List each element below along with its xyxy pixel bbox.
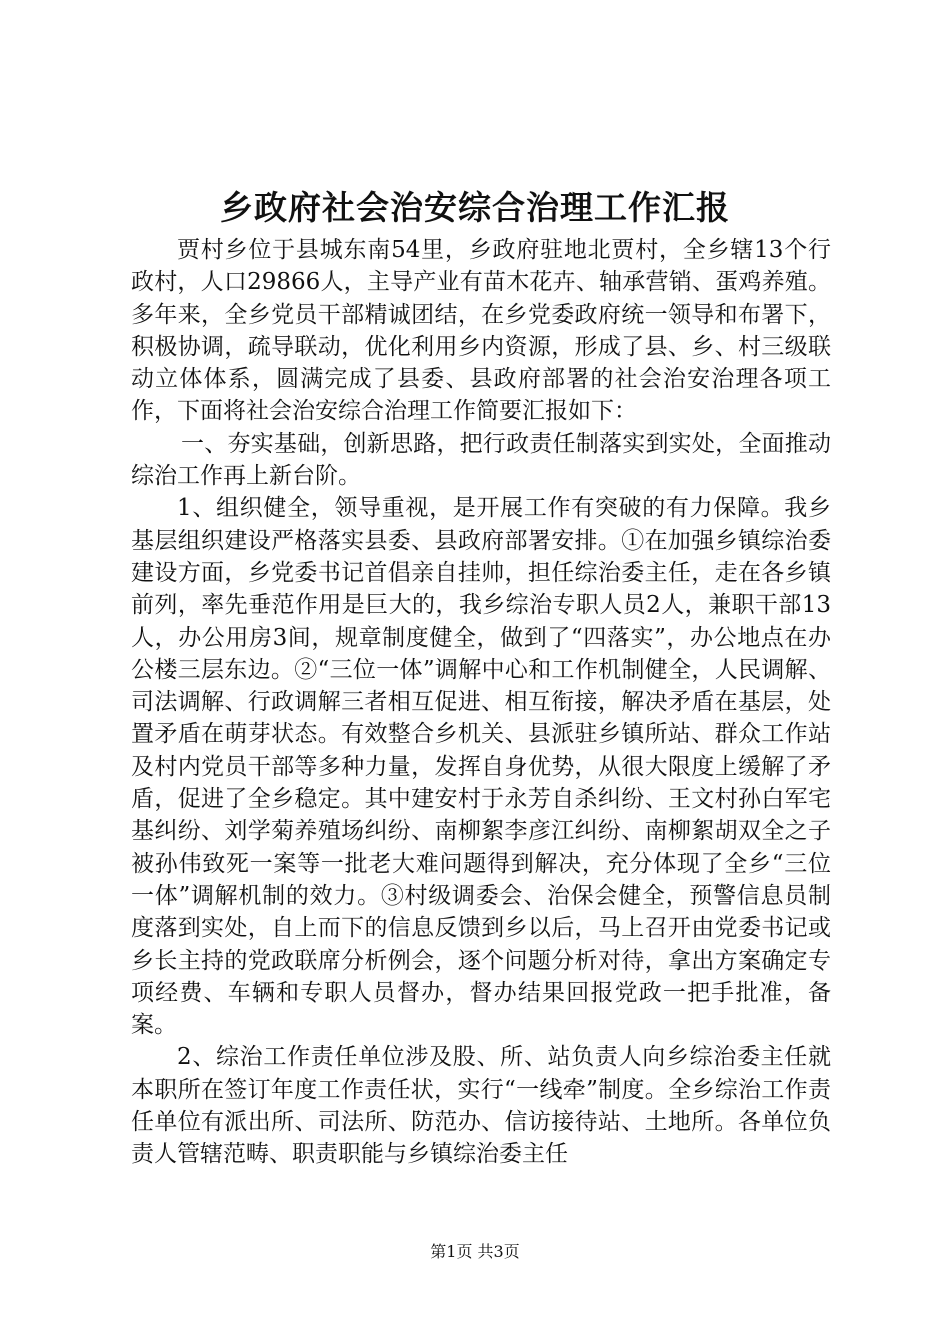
- paragraph-section-heading: 一、夯实基础，创新思路，把行政责任制落实到实处，全面推动综治工作再上新台阶。: [131, 430, 831, 490]
- page-number-footer: 第1页 共3页: [430, 1242, 520, 1261]
- document-title: 乡政府社会治安综合治理工作汇报: [220, 188, 730, 227]
- paragraph-item-1: 1、组织健全，领导重视，是开展工作有突破的有力保障。我乡基层组织建设严格落实县委、县政府部署安排。①在加强乡镇综治委建设方面，乡党委书记首倡亲自挂帅，担任综治委主任，走在各乡镇前列，率先垂范作用是巨大的，我乡综治专职人员2人，兼职干部13人，办公用房3间，规章制度健全，做到了“四落实”，办公地点在办公楼三层东边。②“三位一体”调解中心和工作机制健全，人民调解、司法调解、行政调解三者相互促进、相互衔接，解决矛盾在基层，处置矛盾在萌芽状态。有效整合乡机关、县派驻乡镇所站、群众工作站及村内党员干部等多种力量，发挥自身优势，从很大限度上缓解了矛盾，促进了全乡稳定。其中建安村于永芳自杀纠纷、王文村孙白军宅基纠纷、刘学菊养殖场纠纷、南柳絮李彦江纠纷、南柳絮胡双全之子被孙伟致死一案等一批老大难问题得到解决，充分体现了全乡“三位一体”调解机制的效力。③村级调委会、治保会健全，预警信息员制度落到实处，自上而下的信息反馈到乡以后，马上召开由党委书记或乡长主持的党政联席分析例会，逐个问题分析对待，拿出方案确定专项经费、车辆和专职人员督办，督办结果回报党政一把手批准，备案。: [131, 495, 831, 1039]
- document-body: [131, 234, 831, 1171]
- paragraph-item-2: 2、综治工作责任单位涉及股、所、站负责人向乡综治委主任就本职所在签订年度工作责任状，实行“一线牵”制度。全乡综治工作责任单位有派出所、司法所、防范办、信访接待站、土地所。各单位负责人管辖范畴、职责职能与乡镇综治委主任: [131, 1044, 831, 1168]
- paragraph-intro: 贾村乡位于县城东南54里，乡政府驻地北贾村，全乡辖13个行政村，人口29866人，主导产业有苗木花卉、轴承营销、蛋鸡养殖。多年来，全乡党员干部精诚团结，在乡党委政府统一领导和布署下，积极协调，疏导联动，优化利用乡内资源，形成了县、乡、村三级联动立体体系，圆满完成了县委、县政府部署的社会治安治理各项工作，下面将社会治安综合治理工作简要汇报如下：: [131, 237, 831, 425]
